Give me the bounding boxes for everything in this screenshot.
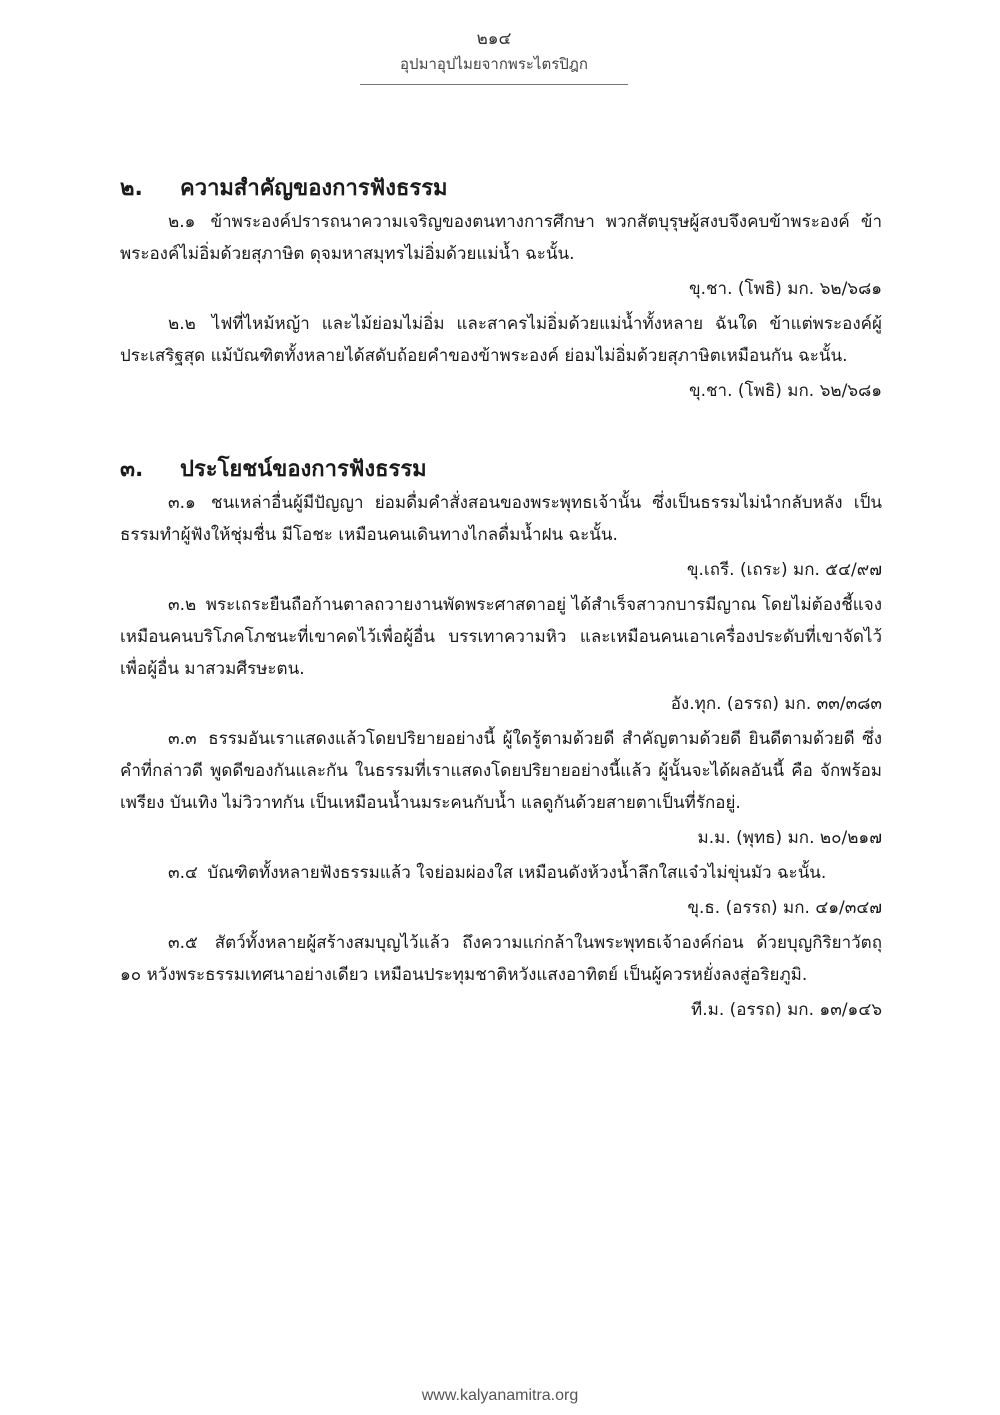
item-text: ธรรมอันเราแสดงแล้วโดยปริยายอย่างนี้ ผู้ใดรู้ตามด้วยดี สำคัญตามด้วยดี ยินดีตามด้วยดี ซึ่งคำที่กล่าวดี พูดดีของกันและกัน ในธรรมที่เราแสดงโดยปริยายอย่างนี้แล้ว ผู้นั้นจะได้ผลอันนี้ คือ จักพร้อมเพรียง บันเทิง ไม่วิวาทกัน เป็นเหมือนน้ำนมระคนกับน้ำ แลดูกันด้วยสายตาเป็นที่รักอยู่. — [120, 729, 883, 813]
section-title: ประโยชน์ของการฟังธรรม — [180, 457, 427, 482]
item-text: บัณฑิตทั้งหลายฟังธรรมแล้ว ใจย่อมผ่องใส เหมือนดังห้วงน้ำลึกใสแจ๋วไม่ขุ่นมัว ฉะนั้น. — [207, 863, 827, 883]
list-item — [120, 857, 882, 889]
section-number: ๓. — [120, 457, 144, 482]
item-text: ชนเหล่าอื่นผู้มีปัญญา ย่อมดื่มคำสั่งสอนของพระพุทธเจ้านั้น ซึ่งเป็นธรรมไม่นำกลับหลัง เป็นธรรมทำผู้ฟังให้ชุ่มชื่น มีโอชะ เหมือนคนเดินทางไกลดื่มน้ำฝน ฉะนั้น. — [120, 493, 882, 545]
list-item — [120, 487, 882, 551]
item-reference: ม.ม. (พุทธ) มก. ๒๐/๒๑๗ — [697, 828, 882, 848]
list-item — [120, 589, 882, 685]
item-number: ๓.๓ — [168, 729, 197, 749]
header-divider — [360, 84, 628, 85]
item-reference: ขุ.ชา. (โพธิ) มก. ๖๒/๖๘๑ — [688, 279, 882, 299]
item-text: สัตว์ทั้งหลายผู้สร้างสมบุญไว้แล้ว ถึงความแก่กล้าในพระพุทธเจ้าองค์ก่อน ด้วยบุญกิริยาวัตถุ ๑๐ หวังพระธรรมเทศนาอย่างเดียว เหมือนประทุมชาติหวังแสงอาทิตย์ เป็นผู้ควรหยั่งลงสู่อริยภูมิ. — [120, 933, 883, 985]
list-item — [120, 723, 882, 819]
item-reference: ขุ.เถรี. (เถระ) มก. ๕๔/๙๗ — [686, 560, 882, 580]
item-reference: ที.ม. (อรรถ) มก. ๑๓/๑๔๖ — [691, 1000, 882, 1020]
item-text: ไฟที่ไหม้หญ้า และไม้ย่อมไม่อิ่ม และสาครไม่อิ่มด้วยแม่น้ำทั้งหลาย ฉันใด ข้าแต่พระองค์ผู้ประเสริฐสุด แม้บัณฑิตทั้งหลายได้สดับถ้อยคำของข้าพระองค์ ย่อมไม่อิ่มด้วยสุภาษิตเหมือนกัน ฉะนั้น. — [120, 314, 882, 366]
section-heading — [120, 172, 882, 206]
section-title: ความสำคัญของการฟังธรรม — [180, 176, 448, 201]
list-item — [120, 308, 882, 372]
page-number: ๒๑๔ — [476, 29, 512, 49]
item-number: ๒.๑ — [168, 212, 196, 232]
item-number: ๓.๔ — [168, 863, 198, 883]
section-number: ๒. — [120, 176, 143, 201]
section-heading — [120, 453, 882, 487]
page-content — [120, 172, 882, 1029]
item-reference: ขุ.ชา. (โพธิ) มก. ๖๒/๖๘๑ — [688, 381, 882, 401]
item-number: ๓.๕ — [168, 933, 198, 953]
list-item — [120, 206, 882, 270]
item-number: ๓.๑ — [168, 493, 196, 513]
item-text: ข้าพระองค์ปรารถนาความเจริญของตนทางการศึกษา พวกสัตบุรุษผู้สงบจึงคบข้าพระองค์ ข้าพระองค์ไม่อิ่มด้วยสุภาษิต ดุจมหาสมุทรไม่อิ่มด้วยแม่น้ำ ฉะนั้น. — [120, 212, 882, 264]
item-reference: ขุ.ธ. (อรรถ) มก. ๔๑/๓๔๗ — [687, 898, 882, 918]
item-reference: อัง.ทุก. (อรรถ) มก. ๓๓/๓๘๓ — [670, 694, 882, 714]
book-title: อุปมาอุปไมยจากพระไตรปิฎก — [400, 55, 588, 73]
page-header — [360, 28, 628, 85]
list-item — [120, 927, 882, 991]
item-number: ๓.๒ — [168, 595, 197, 615]
item-number: ๒.๒ — [168, 314, 196, 334]
item-text: พระเถระยืนถือก้านตาลถวายงานพัดพระศาสดาอยู่ ได้สำเร็จสาวกบารมีญาณ โดยไม่ต้องชี้แจง เหมือนคนบริโภคโภชนะที่เขาคดไว้เพื่อผู้อื่น บรรเทาความหิว และเหมือนคนเอาเครื่องประดับที่เขาจัดไว้เพื่อผู้อื่น มาสวมศีรษะตน. — [120, 595, 882, 679]
footer-website: www.kalyanamitra.org — [421, 1387, 579, 1404]
